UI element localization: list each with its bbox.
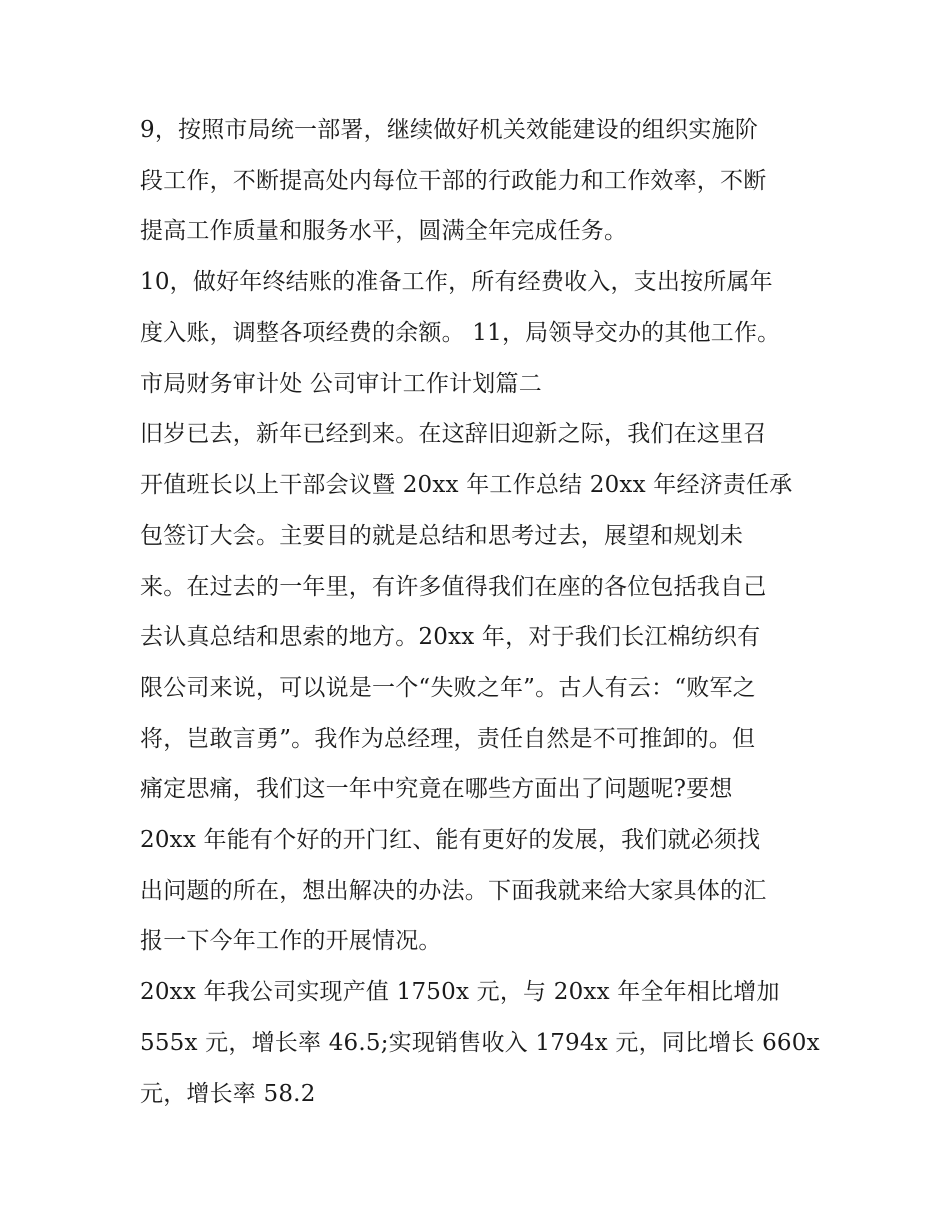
text-line-19: 555x 元，增长率 46.5;实现销售收入 1794x 元，同比增长 660x: [140, 1030, 820, 1056]
text-line-20: 元，增长率 58.2: [140, 1081, 316, 1107]
text-line-9: 包签订大会。主要目的就是总结和思考过去，展望和规划未: [140, 523, 744, 549]
text-line-2: 段工作，不断提高处内每位干部的行政能力和工作效率，不断: [140, 168, 767, 194]
text-line-10: 来。在过去的一年里，有许多值得我们在座的各位包括我自己: [140, 574, 767, 600]
text-line-17: 报一下今年工作的开展情况。: [140, 928, 442, 954]
section-heading: 市局财务审计处 公司审计工作计划篇二: [140, 371, 542, 397]
text-line-15: 20xx 年能有个好的开门红、能有更好的发展，我们就必须找: [140, 827, 761, 853]
text-line-18: 20xx 年我公司实现产值 1750x 元，与 20xx 年全年相比增加: [140, 979, 780, 1005]
text-line-3: 提高工作质量和服务水平，圆满全年完成任务。: [140, 218, 628, 244]
text-line-8: 开值班长以上干部会议暨 20xx 年工作总结 20xx 年经济责任承: [140, 472, 793, 498]
text-line-7: 旧岁已去，新年已经到来。在这辞旧迎新之际，我们在这里召: [140, 421, 767, 447]
text-line-12: 限公司来说，可以说是一个“失败之年”。古人有云：“败军之: [140, 675, 756, 701]
text-line-13: 将，岂敢言勇”。我作为总经理，责任自然是不可推卸的。但: [140, 726, 756, 752]
text-line-11: 去认真总结和思索的地方。20xx 年，对于我们长江棉纺织有: [140, 624, 761, 650]
text-line-16: 出问题的所在，想出解决的办法。下面我就来给大家具体的汇: [140, 878, 767, 904]
text-line-5: 度入账，调整各项经费的余额。 11，局领导交办的其他工作。: [140, 320, 781, 346]
text-line-14: 痛定思痛，我们这一年中究竟在哪些方面出了问题呢?要想: [140, 776, 733, 802]
text-line-4: 10，做好年终结账的准备工作，所有经费收入，支出按所属年: [140, 269, 773, 295]
text-line-1: 9，按照市局统一部署，继续做好机关效能建设的组织实施阶: [140, 117, 759, 143]
